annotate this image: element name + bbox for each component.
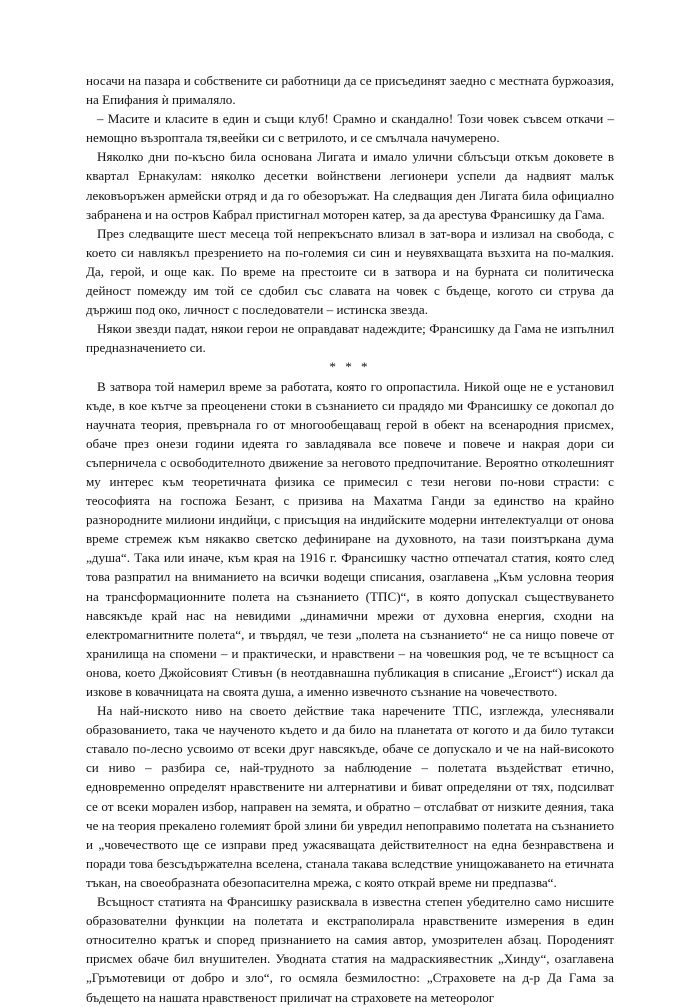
paragraph: – Масите и класите в един и същи клуб! Срамно и скандално! Този човек съвсем откачи – немощно възроптала тя,веейки си с ветрилото, и се смълчала начумерено.	[86, 111, 614, 146]
paragraph: На най-ниското ниво на своето действие така наречените ТПС, изглежда, улеснявали образованието, така че наученото където и да било на планетата от когото и да било тутакси ставало по-лесно усвоимо от всеки друг навсякъде, обаче се допускало и че на най-високото си ниво – разбира се, най-трудното за наблюдение – полетата въздействат етично, едновременно определят нравствените ни алтернативи и биват определяни от тях, подсилват се от всеки морален избор, направен на земята, и обратно – отслабват от низките деяния, така че на теория прекалено големият брой злини би увредил непоправимо полетата на съзнанието и „човечеството ще се изправи пред ужасяващата действителност на една безнравствена и поради това безсъдържателна вселена, станала такава вследствие унищожаването на етичната тъкан, на своеобразната обезопасителна мрежа, с която открай време ни предпазва“.	[86, 703, 614, 890]
paragraph: В затвора той намерил време за работата, която го опропастила. Никой още не е установил къде, в кое кътче за преоценени стоки в съзнанието си прадядо ми Франсишку се докопал до научната теория, превърнала го от многообещаващ герой в обект на всенародния присмех, обаче през онези години идеята го завладявала все повече и повече и накрая дори си съперничела с освободителното движение за неговото предпочитание. Вероятно отколешният му интерес към теоретичната физика се примесил с тези негови по-нови страсти: с теософията на госпожа Безант, с призива на Махатма Ганди за единство на крайно разнородните милиони индийци, с присъщия на индийските модерни интелектуалци от онова време стремеж към някакво светско дефиниране на духовното, на тази поизтъркана дума „душа“. Така или иначе, към края на 1916 г. Франсишку частно отпечатал статия, която след това разпратил на вниманието на всички водещи списания, озаглавена „Към условна теория на трансформационните полета на съзнанието (ТПС)“, в която допускал съществуването навсякъде край нас на невидими „динамични мрежи от духовна енергия, сходни на електромагнитните полета“, и твърдял, че тези „полета на съзнанието“ не са нищо повече от хранилища на спомени – и практически, и нравствени – на човешкия род, че те всъщност са онова, което Джойсовият Стивън (в неотдавнашна публикация в списание „Егоист“) искал да изкове в ковачницата на своята душа, а именно извечното съзнание на човечеството.	[86, 378, 614, 699]
paragraph: носачи на пазара и собствените си работници да се присъединят заедно с местната буржоазия, на Епифания ѝ прималяло.	[86, 73, 614, 108]
paragraph: Някои звезди падат, някои герои не оправдават надеждите; Франсишку да Гама не изпълнил предназначението си.	[86, 321, 614, 356]
section-separator: * * *	[329, 359, 371, 375]
document-body	[86, 71, 614, 1007]
paragraph: През следващите шест месеца той непрекъснато влизал в зат-вора и излизал на свобода, с което си навлякъл презрението на по-големия си син и неувяхващата възхита на по-малкия. Да, герой, и още как. По време на престоите си в затвора и на бурната си политическа дейност помежду им той се сдобил със славата на човек с бъдеще, когото си струва да държиш под око, личност с последователи – истинска звезда.	[86, 225, 614, 318]
paragraph: Всъщност статията на Франсишку разисквала в известна степен убедително само нисшите образователни функции на полетата и екстраполирала нравствените измерения в един относително кратък и според признанието на самия автор, умозрителен абзац. Породеният присмех обаче бил внушителен. Уводната статия на мадраскиявестник „Хинду“, озаглавена „Гръмотевици от добро и зло“, го осмяла безмилостно: „Страховете на д-р Да Гама за бъдещето на нашата нравственост приличат на страховете на метеоролог	[86, 894, 614, 1005]
paragraph: Няколко дни по-късно била основана Лигата и имало улични сблъсъци откъм доковете в квартал Ернакулам: няколко десетки войнствени легионери успели да надвият малък лековъоръжен армейски отряд и да го обезоръжат. На следващия ден Лигата била официално забранена и на остров Кабрал пристигнал моторен катер, за да арестува Франсишку да Гама.	[86, 149, 614, 222]
